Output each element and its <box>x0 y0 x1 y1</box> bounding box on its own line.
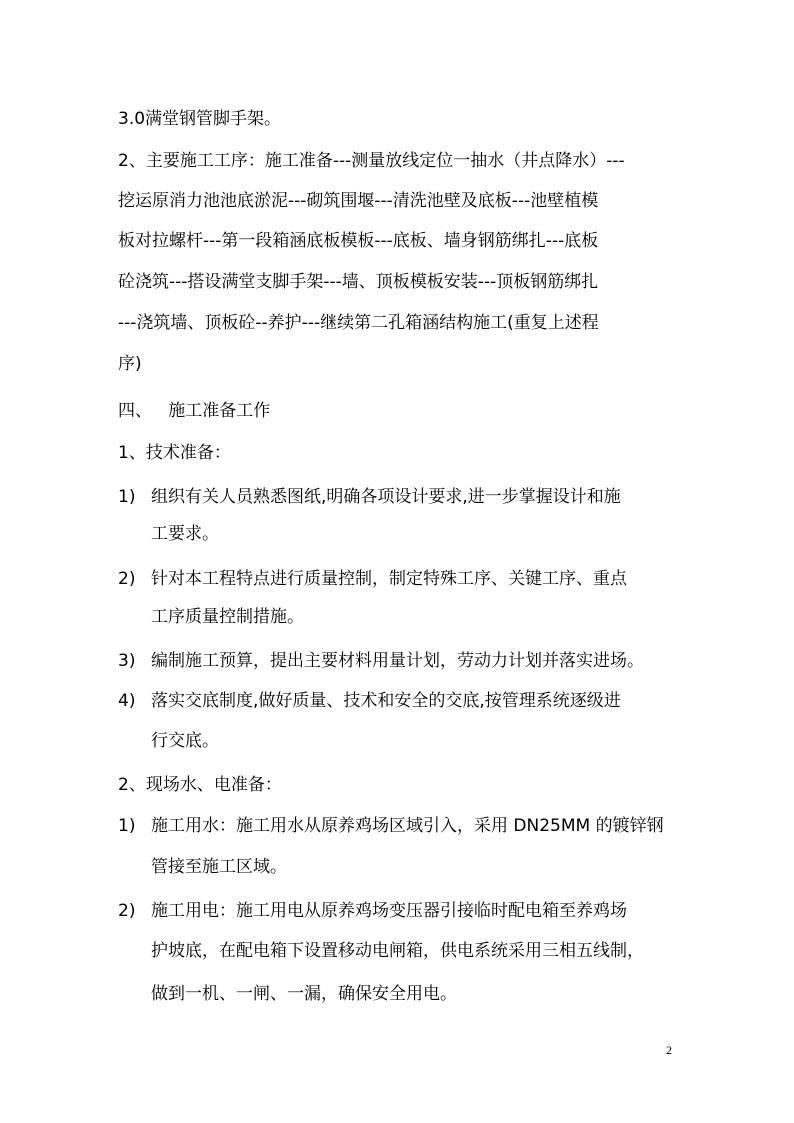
list-item-number: 4) <box>118 691 136 711</box>
text-line: 2、主要施工工序：施工准备---测量放线定位一抽水（井点降水）--- <box>118 151 625 171</box>
list-item: 2) 针对本工程特点进行质量控制，制定特殊工序、关键工序、重点 <box>118 569 627 589</box>
list-item-continuation: 行交底。 <box>151 731 219 751</box>
text-line: 序) <box>118 354 142 374</box>
list-item: 2) 施工用电：施工用电从原养鸡场变压器引接临时配电箱至养鸡场 <box>118 901 627 921</box>
list-item-number: 2) <box>118 569 136 589</box>
list-item-number: 2) <box>118 901 136 921</box>
section-heading: 四、 施工准备工作 <box>118 401 271 421</box>
list-item-number: 1) <box>118 816 136 836</box>
text-line: 挖运原消力池池底淤泥---砌筑围堰---清洗池壁及底板---池壁植模 <box>118 191 599 211</box>
text-line: 3.0满堂钢管脚手架。 <box>118 109 282 129</box>
list-item-continuation: 管接至施工区域。 <box>151 857 287 877</box>
list-item-continuation: 工要求。 <box>151 524 219 544</box>
list-item-number: 3) <box>118 651 136 671</box>
list-item-continuation: 护坡底，在配电箱下设置移动电闸箱，供电系统采用三相五线制， <box>151 941 644 961</box>
list-item: 1) 施工用水：施工用水从原养鸡场区域引入，采用 DN25MM 的镀锌钢 <box>118 816 664 836</box>
text-line: 砼浇筑---搭设满堂支脚手架---墙、顶板模板安装---顶板钢筋绑扎 <box>118 272 599 292</box>
subsection-heading: 1、技术准备： <box>118 443 231 463</box>
page-number: 2 <box>666 1043 672 1057</box>
text-line: ---浇筑墙、顶板砼--养护---继续第二孔箱涵结构施工(重复上述程 <box>118 313 599 333</box>
list-item-continuation: 工序质量控制措施。 <box>151 607 304 627</box>
list-item: 4) 落实交底制度,做好质量、技术和安全的交底,按管理系统逐级进 <box>118 691 621 711</box>
list-item-number: 1) <box>118 487 136 507</box>
text-line: 板对拉螺杆---第一段箱涵底板模板---底板、墙身钢筋绑扎---底板 <box>118 231 599 251</box>
list-item: 1) 组织有关人员熟悉图纸,明确各项设计要求,进一步掌握设计和施 <box>118 487 621 507</box>
subsection-heading: 2、现场水、电准备： <box>118 775 282 795</box>
list-item-continuation: 做到一机、一闸、一漏，确保安全用电。 <box>151 984 457 1004</box>
list-item: 3) 编制施工预算，提出主要材料用量计划，劳动力计划并落实进场。 <box>118 651 644 671</box>
